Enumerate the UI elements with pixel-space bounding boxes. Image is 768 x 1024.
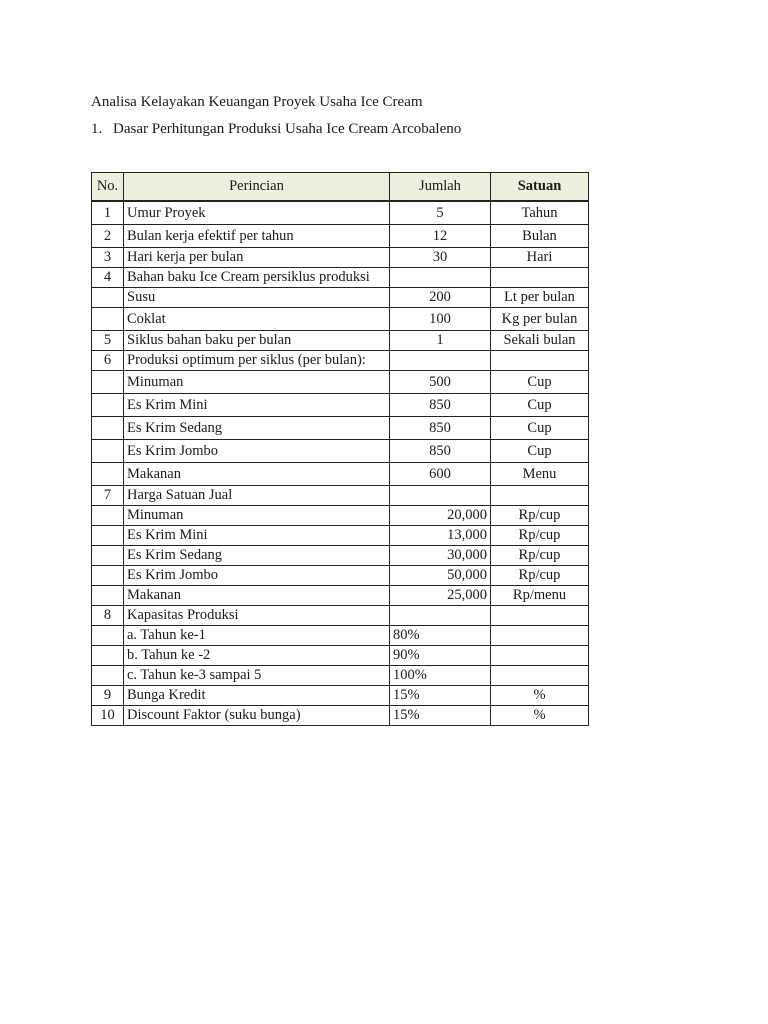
cell-satuan <box>491 626 589 646</box>
table-row <box>92 546 589 566</box>
table-row <box>92 666 589 686</box>
cell-no <box>92 417 124 440</box>
table-header-row <box>92 173 589 202</box>
cell-perincian: Bulan kerja efektif per tahun <box>124 225 390 248</box>
cell-no <box>92 506 124 526</box>
cell-satuan: Rp/menu <box>491 586 589 606</box>
cell-perincian: Susu <box>124 288 390 308</box>
cell-satuan: % <box>491 706 589 726</box>
cell-satuan <box>491 351 589 371</box>
table-row <box>92 308 589 331</box>
cell-no <box>92 666 124 686</box>
cell-no <box>92 546 124 566</box>
cell-satuan: % <box>491 686 589 706</box>
table-row <box>92 646 589 666</box>
cell-perincian: Bahan baku Ice Cream persiklus produksi <box>124 268 390 288</box>
cell-satuan: Rp/cup <box>491 526 589 546</box>
cell-jumlah: 25,000 <box>390 586 491 606</box>
cell-jumlah: 850 <box>390 417 491 440</box>
cell-jumlah: 30,000 <box>390 546 491 566</box>
cell-satuan: Cup <box>491 417 589 440</box>
cell-perincian: a. Tahun ke-1 <box>124 626 390 646</box>
cell-jumlah: 850 <box>390 440 491 463</box>
table-row <box>92 248 589 268</box>
header-jumlah: Jumlah <box>390 173 491 202</box>
cell-jumlah: 600 <box>390 463 491 486</box>
cell-satuan <box>491 646 589 666</box>
cell-satuan: Rp/cup <box>491 566 589 586</box>
table-body <box>92 201 589 726</box>
cell-jumlah: 90% <box>390 646 491 666</box>
cell-satuan: Lt per bulan <box>491 288 589 308</box>
cell-no <box>92 394 124 417</box>
table-row <box>92 686 589 706</box>
cell-perincian: Harga Satuan Jual <box>124 486 390 506</box>
table-row <box>92 288 589 308</box>
cell-no <box>92 626 124 646</box>
cell-no: 6 <box>92 351 124 371</box>
table-row <box>92 463 589 486</box>
cell-no <box>92 440 124 463</box>
cell-satuan: Hari <box>491 248 589 268</box>
cell-satuan <box>491 486 589 506</box>
cell-no: 7 <box>92 486 124 506</box>
cell-satuan: Tahun <box>491 201 589 225</box>
cell-jumlah: 30 <box>390 248 491 268</box>
table-row <box>92 225 589 248</box>
table-row <box>92 371 589 394</box>
cell-no <box>92 646 124 666</box>
cell-no <box>92 463 124 486</box>
cell-jumlah: 12 <box>390 225 491 248</box>
cell-jumlah: 20,000 <box>390 506 491 526</box>
section-number: 1. <box>91 121 103 137</box>
cell-perincian: Es Krim Mini <box>124 526 390 546</box>
cell-perincian: Es Krim Mini <box>124 394 390 417</box>
cell-jumlah: 500 <box>390 371 491 394</box>
cell-no: 5 <box>92 331 124 351</box>
cell-perincian: Es Krim Jombo <box>124 566 390 586</box>
cell-satuan: Rp/cup <box>491 546 589 566</box>
cell-satuan: Cup <box>491 440 589 463</box>
cell-satuan: Rp/cup <box>491 506 589 526</box>
cell-satuan: Bulan <box>491 225 589 248</box>
table-row <box>92 606 589 626</box>
cell-satuan: Menu <box>491 463 589 486</box>
cell-satuan: Cup <box>491 394 589 417</box>
table-row <box>92 566 589 586</box>
cell-no <box>92 586 124 606</box>
cell-perincian: b. Tahun ke -2 <box>124 646 390 666</box>
cell-perincian: Produksi optimum per siklus (per bulan): <box>124 351 390 371</box>
cell-satuan: Sekali bulan <box>491 331 589 351</box>
cell-no: 9 <box>92 686 124 706</box>
cell-jumlah <box>390 351 491 371</box>
cell-jumlah: 100% <box>390 666 491 686</box>
table-row <box>92 394 589 417</box>
table-row <box>92 526 589 546</box>
table-row <box>92 486 589 506</box>
cell-perincian: Es Krim Sedang <box>124 417 390 440</box>
cell-jumlah: 15% <box>390 686 491 706</box>
cell-perincian: Umur Proyek <box>124 201 390 225</box>
cell-perincian: Discount Faktor (suku bunga) <box>124 706 390 726</box>
cell-perincian: Siklus bahan baku per bulan <box>124 331 390 351</box>
cell-no: 2 <box>92 225 124 248</box>
table-row <box>92 268 589 288</box>
cell-perincian: Es Krim Jombo <box>124 440 390 463</box>
cell-perincian: Makanan <box>124 586 390 606</box>
cell-no <box>92 288 124 308</box>
table-row <box>92 417 589 440</box>
cell-perincian: Hari kerja per bulan <box>124 248 390 268</box>
table-row <box>92 331 589 351</box>
document-title: Analisa Kelayakan Keuangan Proyek Usaha Ice Cream <box>91 94 423 110</box>
table-row <box>92 706 589 726</box>
cell-jumlah <box>390 486 491 506</box>
cell-jumlah: 1 <box>390 331 491 351</box>
cell-no <box>92 566 124 586</box>
cell-jumlah: 850 <box>390 394 491 417</box>
cell-perincian: Bunga Kredit <box>124 686 390 706</box>
cell-satuan: Kg per bulan <box>491 308 589 331</box>
cell-jumlah: 15% <box>390 706 491 726</box>
table-row <box>92 201 589 225</box>
header-perincian: Perincian <box>124 173 390 202</box>
cell-jumlah: 50,000 <box>390 566 491 586</box>
cell-jumlah <box>390 268 491 288</box>
cell-perincian: Kapasitas Produksi <box>124 606 390 626</box>
cell-no: 4 <box>92 268 124 288</box>
cell-no: 10 <box>92 706 124 726</box>
table-row <box>92 351 589 371</box>
cell-perincian: Es Krim Sedang <box>124 546 390 566</box>
cell-perincian: Coklat <box>124 308 390 331</box>
cell-no: 8 <box>92 606 124 626</box>
cell-no: 1 <box>92 201 124 225</box>
header-no: No. <box>92 173 124 202</box>
cell-no <box>92 526 124 546</box>
cell-perincian: Minuman <box>124 371 390 394</box>
table-row <box>92 586 589 606</box>
cell-perincian: Minuman <box>124 506 390 526</box>
cell-satuan <box>491 268 589 288</box>
cell-no <box>92 371 124 394</box>
header-satuan: Satuan <box>491 173 589 202</box>
cell-no: 3 <box>92 248 124 268</box>
cell-jumlah: 13,000 <box>390 526 491 546</box>
table-row <box>92 440 589 463</box>
cell-perincian: Makanan <box>124 463 390 486</box>
cell-jumlah: 80% <box>390 626 491 646</box>
cell-satuan <box>491 666 589 686</box>
cell-perincian: c. Tahun ke-3 sampai 5 <box>124 666 390 686</box>
production-basis-table <box>91 172 589 726</box>
cell-satuan: Cup <box>491 371 589 394</box>
cell-jumlah <box>390 606 491 626</box>
cell-jumlah: 200 <box>390 288 491 308</box>
section-heading <box>91 119 461 139</box>
cell-jumlah: 5 <box>390 201 491 225</box>
table-row <box>92 506 589 526</box>
cell-no <box>92 308 124 331</box>
cell-satuan <box>491 606 589 626</box>
section-title: Dasar Perhitungan Produksi Usaha Ice Cream Arcobaleno <box>113 121 462 137</box>
cell-jumlah: 100 <box>390 308 491 331</box>
table-row <box>92 626 589 646</box>
